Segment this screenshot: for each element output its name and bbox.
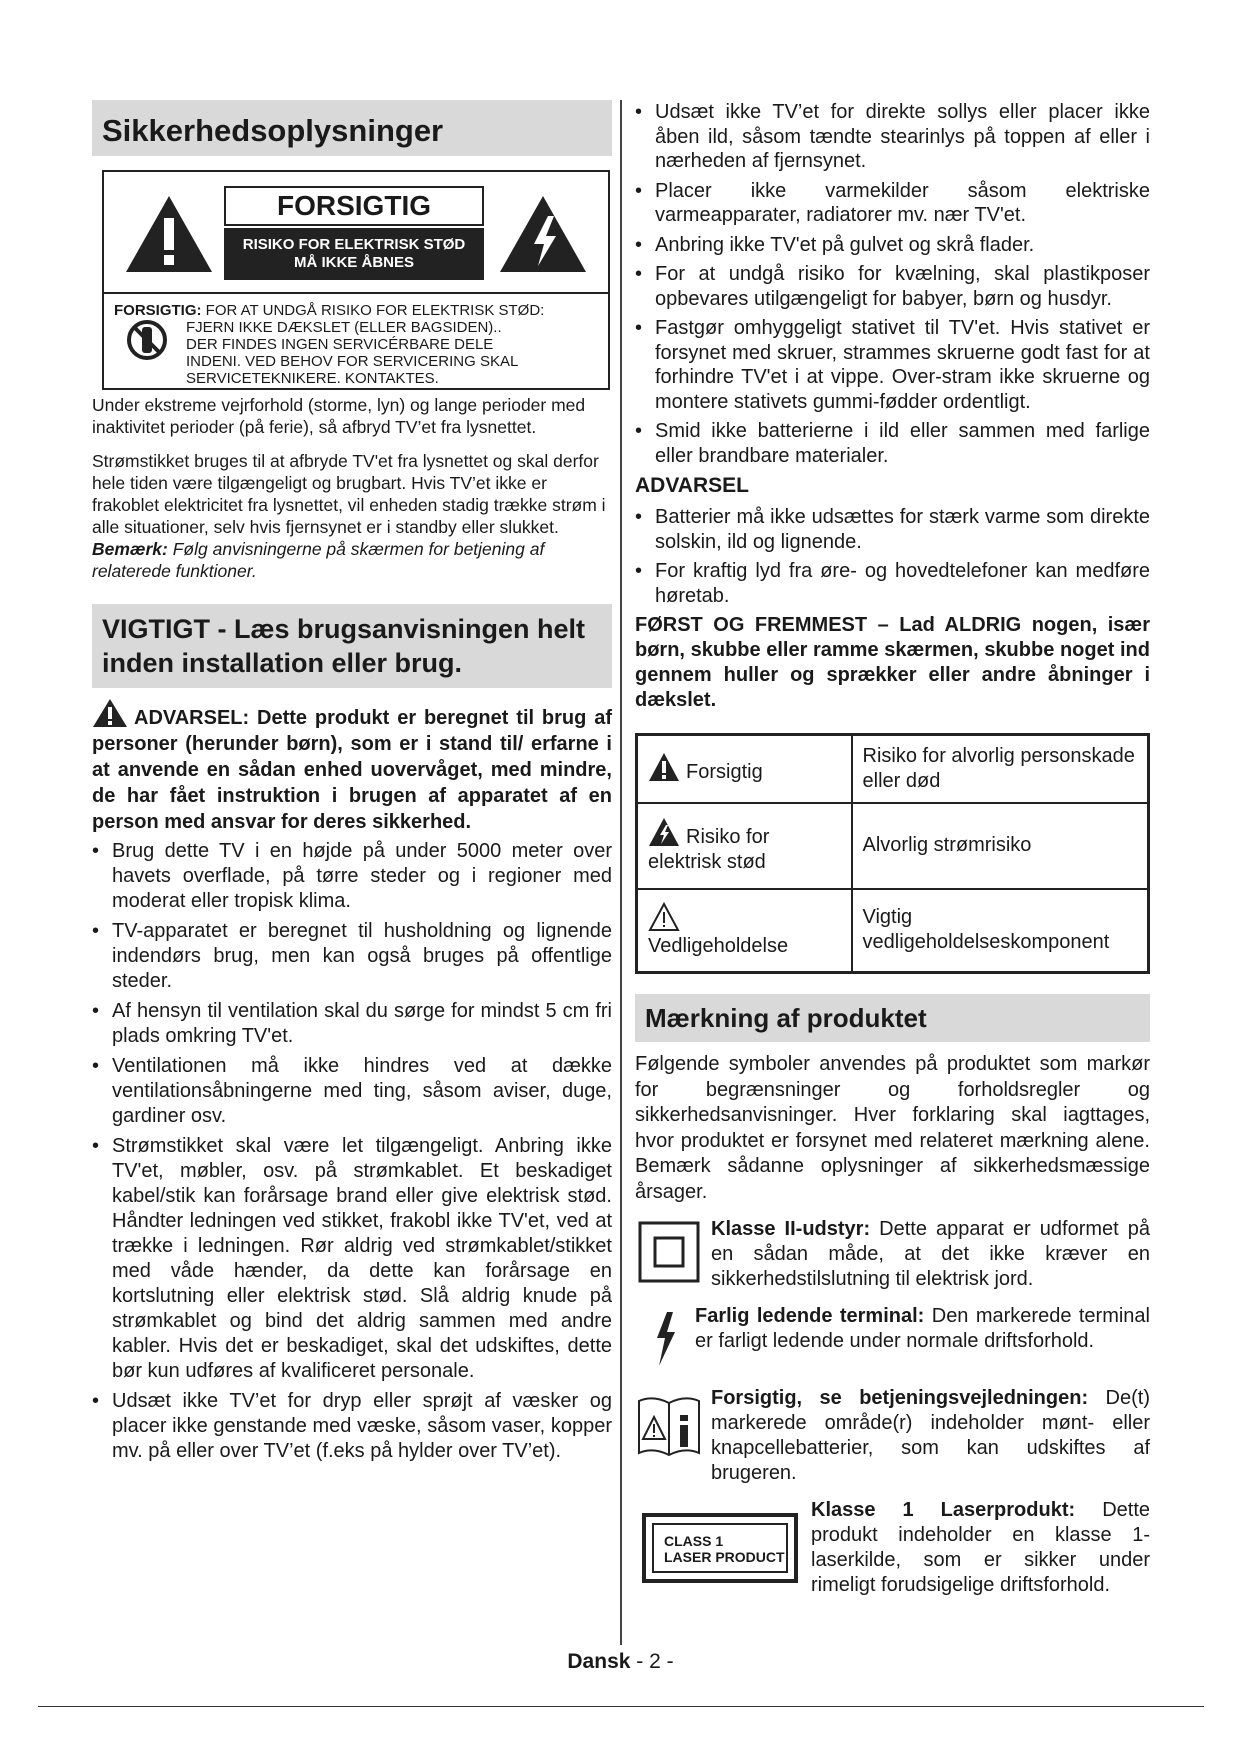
caution-note-prefix: FORSIGTIG: <box>114 302 202 319</box>
caution-note-line2: FJERN IKKE DÆKSLET (ELLER BAGSIDEN).. <box>186 319 502 336</box>
list-item: • Strømstikket skal være let tilgængeligt. Anbring ikke TV'et, møbler, osv. på strømkablet. Et beskadiget kabel/stik kan forårsage brand eller give elektrisk stød. Håndter ledningen ved stikket, frakobl ikke TV'et, ved at trække i ledningen. Rør aldrig ved strømkablet/stikket med våde hænder, da dette kan forårsage en kortslutning eller elektrisk stød. Slå aldrig knude på strømkablet og bind det aldrig sammen med andre kabler. Hvis det er beskadiget, skal det udskiftes, dette bør kun udføres af kvalificeret personale. <box>92 1134 612 1384</box>
marking-intro: Følgende symboler anvendes på produktet som markør for begrænsninger og forholdsregler og sikkerhedsanvisninger. Hver forklaring skal iagttages, hvor produktet er forsynet med relateret mærkning alene. Bemærk sådanne oplysninger af sikkerhedsmæssige årsager. <box>635 1053 1150 1203</box>
mark-class2 <box>635 1217 1150 1292</box>
list-item: • For kraftig lyd fra øre- og hovedtelefoner kan medføre høretab. <box>635 559 1150 608</box>
table-cell <box>637 735 852 803</box>
double-square-icon <box>638 1221 700 1283</box>
table-cell: Alvorlig strømrisiko <box>852 803 1149 889</box>
caution-note-line3: DER FINDES INGEN SERVICÉRBARE DELE <box>186 336 494 353</box>
list-item: • Af hensyn til ventilation skal du sørge for mindst 5 cm fri plads omkring TV'et. <box>92 999 612 1049</box>
right-bullet-list <box>635 100 1150 468</box>
lightning-icon <box>648 817 680 847</box>
plug-paragraph: Strømstikket bruges til at afbryde TV'et fra lysnettet og skal derfor hele tiden være tilgængeligt og brugbart. Hvis TV’et ikke er frakoblet elektricitet fra lysnettet, vil enheden stadig trække strøm i alle situationer, selv hvis fjernsynet er i standby eller slukket. <box>92 451 606 537</box>
note-label: Bemærk: <box>92 539 168 559</box>
list-item: • Batterier må ikke udsættes for stærk varme som direkte solskin, ild og lignende. <box>635 505 1150 554</box>
caution-note-line5: SERVICETEKNIKERE. KONTAKTES. <box>186 370 439 387</box>
risk-line-2: MÅ IKKE ÅBNES <box>293 254 414 271</box>
warning-icon <box>92 698 128 728</box>
footer-divider <box>38 1706 1204 1707</box>
table-row <box>637 803 1149 889</box>
mark-title: Klasse 1 Laserprodukt: <box>811 1499 1076 1521</box>
list-item: • Ventilationen må ikke hindres ved at dække ventilationsåbningerne med ting, såsom aviser, duge, gardiner osv. <box>92 1054 612 1129</box>
important-heading: VIGTIGT - Læs brugsanvisningen helt inden installation eller brug. <box>92 604 612 688</box>
list-item: • Udsæt ikke TV’et for dryp eller sprøjt af væsker og placer ikke genstande med væske, såsom vaser, kopper mv. på eller over TV’et (f.eks på hylder over TV’et). <box>92 1389 612 1464</box>
column-divider <box>620 100 622 1645</box>
laser-label-line2: LASER PRODUCT <box>664 1549 785 1565</box>
advarsel-bullet-list <box>635 505 1150 608</box>
note-text: Følg anvisningerne på skærmen for betjening af relaterede funktioner. <box>92 539 545 581</box>
warning-triangle-icon <box>124 194 214 274</box>
table-row <box>637 889 1149 973</box>
table-cell: Vigtig vedligeholdelseskomponent <box>852 889 1149 973</box>
list-item: • Anbring ikke TV'et på gulvet og skrå flader. <box>635 233 1150 258</box>
footer-language: Dansk <box>567 1650 631 1673</box>
mark-text: Dette apparat er udformet på en sådan måde, at det ikke kræver en sikkerhedstilslutning til elektrisk jord. <box>711 1218 1150 1290</box>
footer-page-number: - 2 - <box>630 1650 674 1673</box>
shock-risk-box <box>224 228 484 280</box>
list-item: • Brug dette TV i en højde på under 5000 meter over havets overflade, på tørre steder og i regioner med moderat eller tropisk klima. <box>92 839 612 914</box>
mark-operating-instructions <box>635 1386 1150 1486</box>
list-item: • Fastgør omhyggeligt stativet til TV'et. Hvis stativet er forsynet med skruer, strammes skruerne godt fast for at forhindre TV'et i at vippe. Over-stram ikke skruerne og montere stativets gummi-fødder ordentligt. <box>635 316 1150 414</box>
advarsel-heading: ADVARSEL <box>635 474 749 497</box>
symbol-table <box>635 733 1150 974</box>
risk-line-1: RISIKO FOR ELEKTRISK STØD <box>242 236 466 253</box>
list-item: • Placer ikke varmekilder såsom elektriske varmeapparater, radiatorer mv. nær TV'et. <box>635 179 1150 228</box>
manual-book-icon <box>637 1395 701 1457</box>
left-bullet-list <box>92 839 612 1464</box>
table-cell: Risiko for alvorlig personskade eller død <box>852 735 1149 803</box>
lightning-bolt-icon <box>653 1312 677 1366</box>
bold-warning: FØRST OG FREMMEST – Lad ALDRIG nogen, især børn, skubbe eller ramme skærmen, skubbe noget ind gennem huller og sprækker eller andre åbninger i dækslet. <box>635 614 1150 711</box>
warning-paragraph <box>92 698 612 835</box>
note-paragraph <box>92 538 612 582</box>
table-cell <box>637 803 852 889</box>
warning-text: ADVARSEL: Dette produkt er beregnet til brug af personer (herunder børn), som er i stand til/ erfarne i at anvende en sådan enhed uovervåget, med mindre, de har fået instruktion i brugen af apparatet af en person med ansvar for deres sikkerhed. <box>92 707 612 833</box>
list-item: • TV-apparatet er beregnet til husholdning og lignende indendørs brug, men kan også bruges på offentlige steder. <box>92 919 612 994</box>
mark-text: Dette produkt indeholder en klasse 1-laserkilde, som er sikker under rimeligt forudsigelige driftsforhold. <box>811 1499 1150 1596</box>
mark-title: Klasse II-udstyr: <box>711 1218 871 1240</box>
right-column <box>635 100 1150 1598</box>
caution-outline-icon <box>648 902 680 932</box>
table-cell-label: Vedligeholdelse <box>648 934 789 957</box>
table-cell-label: Forsigtig <box>686 761 763 784</box>
mark-title: Farlig ledende terminal: <box>695 1305 925 1327</box>
no-service-icon <box>126 319 168 361</box>
mark-text: Den markerede terminal er farligt ledende under normale driftsforhold. <box>695 1305 1150 1352</box>
table-cell <box>637 889 852 973</box>
list-item: • Udsæt ikke TV’et for direkte sollys eller placer ikke åben ild, såsom tændte stearinlys på toppen af eller i nærheden af fjernsynet. <box>635 100 1150 174</box>
mark-title: Forsigtig, se betjeningsvejledningen: <box>711 1387 1089 1409</box>
page-title: Sikkerhedsoplysninger <box>92 100 612 156</box>
table-row <box>637 735 1149 803</box>
laser-label-line1: CLASS 1 <box>664 1533 724 1549</box>
mark-laser <box>635 1498 1150 1598</box>
caution-note-line4: INDENI. VED BEHOV FOR SERVICERING SKAL <box>186 353 519 370</box>
caution-note-line1: FOR AT UNDGÅ RISIKO FOR ELEKTRISK STØD: <box>201 302 545 319</box>
laser-class-label <box>642 1513 798 1583</box>
lightning-triangle-icon <box>498 194 588 274</box>
mark-text: De(t) markerede område(r) indeholder mønt- eller knapcellebatterier, som kan udskiftes af brugeren. <box>711 1387 1150 1484</box>
warning-icon <box>648 752 680 782</box>
table-cell-label: Risiko for elektrisk stød <box>648 825 770 873</box>
list-item: • For at undgå risiko for kvælning, skal plastikposer opbevares utilgængeligt for babyer, børn og husdyr. <box>635 262 1150 311</box>
left-column <box>92 100 612 1469</box>
mark-hazardous-terminal <box>635 1304 1150 1374</box>
caution-label: FORSIGTIG <box>224 186 484 226</box>
weather-paragraph: Under ekstreme vejrforhold (storme, lyn) og lange perioder med inaktivitet perioder (på ferie), så afbryd TV’et fra lysnettet. <box>92 395 586 437</box>
marking-heading: Mærkning af produktet <box>635 994 1150 1042</box>
caution-panel <box>102 170 610 390</box>
list-item: • Smid ikke batterierne i ild eller sammen med farlige eller brandbare materialer. <box>635 419 1150 468</box>
page-footer <box>0 1650 1241 1674</box>
